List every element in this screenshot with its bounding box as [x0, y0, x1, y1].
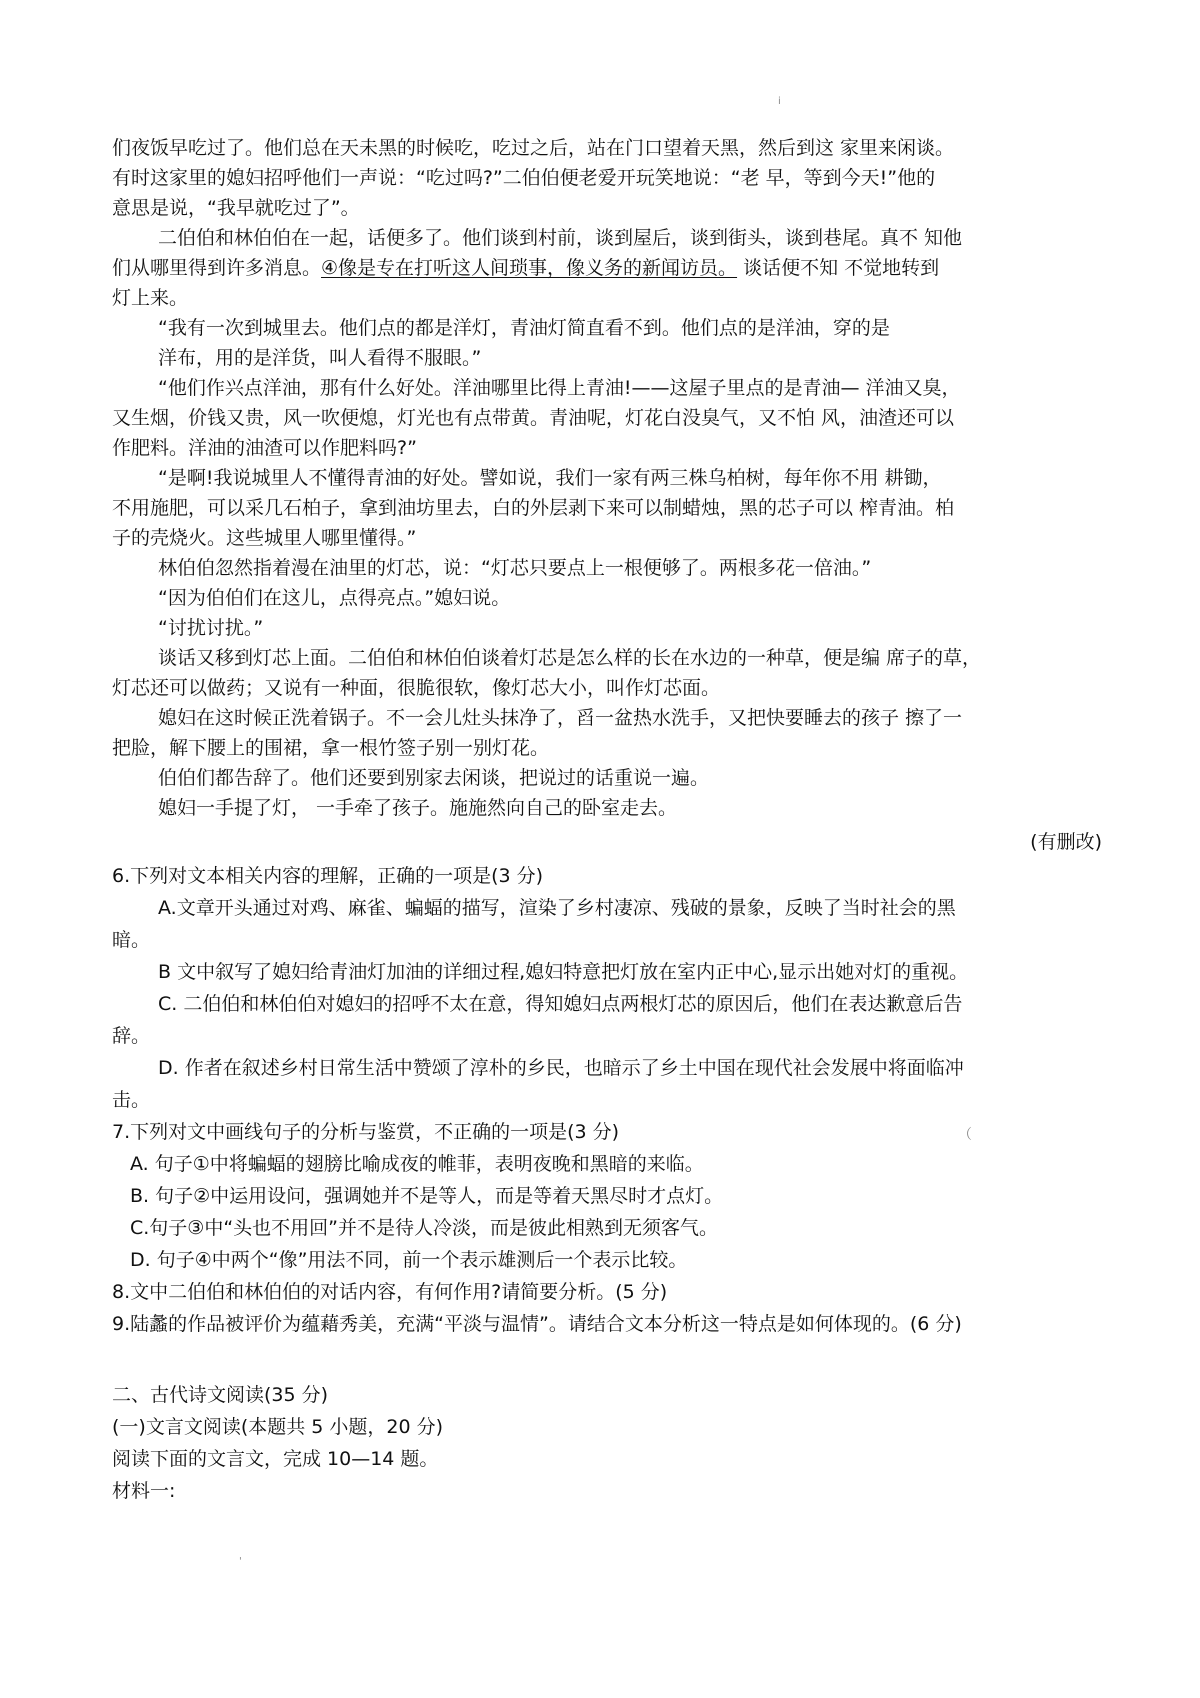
page-mark-mid: （	[958, 1127, 972, 1143]
page-mark-top: ⅰ	[778, 96, 781, 107]
question-7-option-b: B. 句子②中运用设问，强调她并不是等人，而是等着天黑尽时才点灯。	[130, 1185, 724, 1207]
passage-line: 伯伯们都告辞了。他们还要到别家去闲谈，把说过的话重说一遍。	[158, 767, 710, 789]
passage-line: 灯芯还可以做药；又说有一种面，很脆很软，像灯芯大小，叫作灯芯面。	[112, 677, 721, 699]
passage-line: 谈话又移到灯芯上面。二伯伯和林伯伯谈着灯芯是怎么样的长在水边的一种草，便是编 席子的草，	[158, 647, 982, 669]
passage-line-underlined	[112, 253, 1102, 283]
underlined-sentence-4: ④像是专在打听这人间琐事，像义务的新闻访员。	[321, 257, 738, 279]
question-8: 8.文中二伯伯和林伯伯的对话内容，有何作用?请简要分析。(5 分)	[112, 1281, 668, 1303]
passage-line: 把脸，解下腰上的围裙，拿一根竹签子别一别灯花。	[112, 737, 550, 759]
passage-line: 二伯伯和林伯伯在一起，话便多了。他们谈到村前，谈到屋后，谈到街头，谈到巷尾。真不 知他	[158, 227, 963, 249]
passage-line: “我有一次到城里去。他们点的都是洋灯，青油灯简直看不到。他们点的是洋油，穿的是	[158, 317, 890, 339]
passage-line: 林伯伯忽然指着漫在油里的灯芯，说：“灯芯只要点上一根便够了。两根多花一倍油。”	[158, 557, 872, 579]
passage-line: “因为伯伯们在这儿，点得亮点。”媳妇说。	[158, 587, 511, 609]
passage-line: 有时这家里的媳妇招呼他们一声说：“吃过吗?”二伯伯便老爱开玩笑地说：“老 早，等到今天!”他的	[112, 167, 936, 189]
question-7-stem: 7.下列对文中画线句子的分析与鉴赏，不正确的一项是(3 分)	[112, 1121, 620, 1143]
passage-line: 作肥料。洋油的油渣可以作肥料吗?”	[112, 437, 417, 459]
question-6-option-c-cont: 辞。	[112, 1025, 151, 1047]
passage-line: 又生烟，价钱又贵，风一吹便熄，灯光也有点带黄。青油呢，灯花白没臭气，又不怕 风，油渣还可以	[112, 407, 955, 429]
passage-text: 谈话便不知 不觉地转到	[737, 257, 940, 279]
source-note: (有删改)	[1030, 831, 1102, 853]
question-7-option-d: D. 句子④中两个“像”用法不同，前一个表示雄测后一个表示比较。	[130, 1249, 688, 1271]
question-7-option-a: A. 句子①中将蝙蝠的翅膀比喻成夜的帷菲，表明夜晚和黑暗的来临。	[130, 1153, 704, 1175]
question-6-option-a-cont: 暗。	[112, 929, 151, 951]
question-6-option-d: D. 作者在叙述乡村日常生活中赞颂了淳朴的乡民，也暗示了乡土中国在现代社会发展中将面临冲	[158, 1057, 964, 1079]
passage-line: 媳妇一手提了灯， 一手牵了孩子。施施然向自己的卧室走去。	[158, 797, 678, 819]
question-6-option-d-cont: 击。	[112, 1089, 151, 1111]
passage-line: “是啊!我说城里人不懂得青油的好处。譬如说，我们一家有两三株乌柏树，每年你不用 耕锄，	[158, 467, 942, 489]
question-6-option-a: A.文章开头通过对鸡、麻雀、蝙蝠的描写，渲染了乡村凄凉、残破的景象，反映了当时社会的黑	[158, 897, 956, 919]
passage-line: 们夜饭早吃过了。他们总在天未黑的时候吃，吃过之后，站在门口望着天黑，然后到这 家里来闲谈。	[112, 137, 955, 159]
section-2-instructions: 阅读下面的文言文，完成 10—14 题。	[112, 1448, 439, 1470]
passage-line: “讨扰讨扰。”	[158, 617, 264, 639]
material-1-label: 材料一:	[112, 1480, 176, 1502]
passage-line: 灯上来。	[112, 287, 189, 309]
question-7-option-c: C.句子③中“头也不用回”并不是待人冷淡，而是彼此相熟到无须客气。	[130, 1217, 719, 1239]
question-9: 9.陆蠡的作品被评价为蕴藉秀美，充满“平淡与温情”。请结合文本分析这一特点是如何体现的。(6 分)	[112, 1313, 962, 1335]
passage-line: 洋布，用的是洋货，叫人看得不服眼。”	[158, 347, 482, 369]
page-mark-bottom: '	[239, 1556, 242, 1567]
question-6-stem: 6.下列对文本相关内容的理解，正确的一项是(3 分)	[112, 865, 544, 887]
passage-text: 们从哪里得到许多消息。	[112, 257, 322, 279]
section-2-subtitle: (一)文言文阅读(本题共 5 小题，20 分)	[112, 1416, 444, 1438]
question-6-option-b: B 文中叙写了媳妇给青油灯加油的详细过程,媳妇特意把灯放在室内正中心,显示出她对灯的重视。	[158, 961, 969, 983]
passage-line: 子的壳烧火。这些城里人哪里懂得。”	[112, 527, 417, 549]
section-2-title: 二、古代诗文阅读(35 分)	[112, 1384, 329, 1406]
passage-line: 不用施肥，可以采几石柏子，拿到油坊里去，白的外层剥下来可以制蜡烛，黑的芯子可以 榨青油。柏	[112, 497, 955, 519]
passage-line: “他们作兴点洋油，那有什么好处。洋油哪里比得上青油!——这屋子里点的是青油— 洋油又臭，	[158, 377, 961, 399]
passage-line: 意思是说，“我早就吃过了”。	[112, 197, 360, 219]
passage-line: 媳妇在这时候正洗着锅子。不一会儿灶头抹净了，舀一盆热水洗手，又把快要睡去的孩子 擦了一	[158, 707, 963, 729]
question-6-option-c: C. 二伯伯和林伯伯对媳妇的招呼不太在意，得知媳妇点两根灯芯的原因后，他们在表达歉意后告	[158, 993, 963, 1015]
